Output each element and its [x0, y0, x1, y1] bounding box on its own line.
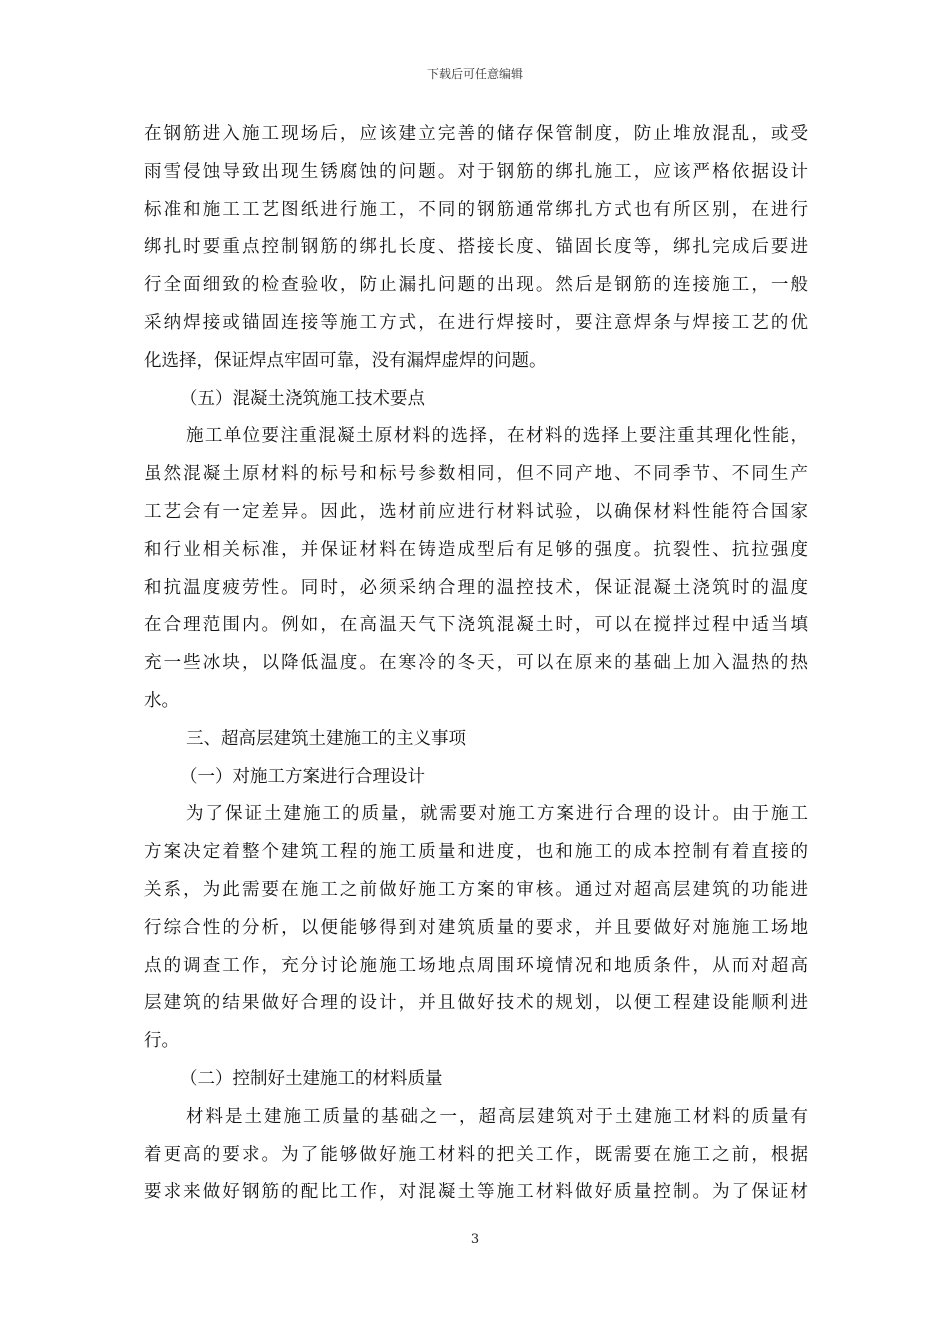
document-body [144, 116, 808, 1212]
paragraph-line: 行全面细致的检查验收，防止漏扎问题的出现。然后是钢筋的连接施工，一般 [144, 275, 808, 296]
paragraph-line: 要求来做好钢筋的配比工作，对混凝土等施工材料做好质量控制。为了保证材 [144, 1182, 808, 1203]
section-heading: （二）控制好土建施工的材料质量 [180, 1068, 443, 1089]
section-heading: （五）混凝土浇筑施工技术要点 [180, 388, 425, 409]
paragraph-line: 点的调查工作，充分讨论施施工场地点周围环境情况和地质条件，从而对超高 [144, 955, 808, 976]
chapter-heading: 三、超高层建筑土建施工的主义事项 [186, 728, 466, 749]
paragraph-line: 充一些冰块，以降低温度。在寒冷的冬天，可以在原来的基础上加入温热的热 [144, 653, 808, 674]
paragraph-line: 施工单位要注重混凝土原材料的选择，在材料的选择上要注重其理化性能， [186, 426, 808, 447]
paragraph-line: 采纳焊接或锚固连接等施工方式，在进行焊接时，要注意焊条与焊接工艺的优 [144, 312, 808, 333]
paragraph-line: 雨雪侵蚀导致出现生锈腐蚀的问题。对于钢筋的绑扎施工，应该严格依据设计 [144, 161, 808, 182]
paragraph-line: 行综合性的分析，以便能够得到对建筑质量的要求，并且要做好对施施工场地 [144, 917, 808, 938]
paragraph-line: 和行业相关标准，并保证材料在铸造成型后有足够的强度。抗裂性、抗拉强度 [144, 539, 808, 560]
paragraph-line: 绑扎时要重点控制钢筋的绑扎长度、搭接长度、锚固长度等，绑扎完成后要进 [144, 237, 808, 258]
paragraph-line: 方案决定着整个建筑工程的施工质量和进度，也和施工的成本控制有着直接的 [144, 842, 808, 863]
paragraph-line: 材料是土建施工质量的基础之一，超高层建筑对于土建施工材料的质量有 [186, 1106, 808, 1127]
paragraph-line: 工艺会有一定差异。因此，选材前应进行材料试验，以确保材料性能符合国家 [144, 501, 808, 522]
paragraph-line: 行。 [144, 1031, 179, 1052]
paragraph-line: 在合理范围内。例如，在高温天气下浇筑混凝土时，可以在搅拌过程中适当填 [144, 615, 808, 636]
paragraph-line: 虽然混凝土原材料的标号和标号参数相同，但不同产地、不同季节、不同生产 [144, 464, 808, 485]
paragraph-line: 着更高的要求。为了能够做好施工材料的把关工作，既需要在施工之前，根据 [144, 1144, 808, 1165]
page-header: 下载后可任意编辑 [426, 67, 523, 81]
paragraph-line: 标准和施工工艺图纸进行施工，不同的钢筋通常绑扎方式也有所区别，在进行 [144, 199, 808, 220]
paragraph-line: 和抗温度疲劳性。同时，必须采纳合理的温控技术，保证混凝土浇筑时的温度 [144, 577, 808, 598]
section-heading: （一）对施工方案进行合理设计 [180, 766, 425, 787]
paragraph-line: 层建筑的结果做好合理的设计，并且做好技术的规划，以便工程建设能顺利进 [144, 993, 808, 1014]
paragraph-line: 在钢筋进入施工现场后，应该建立完善的储存保管制度，防止堆放混乱，或受 [144, 124, 808, 144]
paragraph-line: 为了保证土建施工的质量，就需要对施工方案进行合理的设计。由于施工 [186, 804, 808, 825]
page-number: 3 [470, 1232, 480, 1247]
paragraph-line: 化选择，保证焊点牢固可靠，没有漏焊虚焊的问题。 [144, 350, 547, 371]
paragraph-line: 关系，为此需要在施工之前做好施工方案的审核。通过对超高层建筑的功能进 [144, 879, 808, 900]
paragraph-line: 水。 [144, 690, 179, 711]
